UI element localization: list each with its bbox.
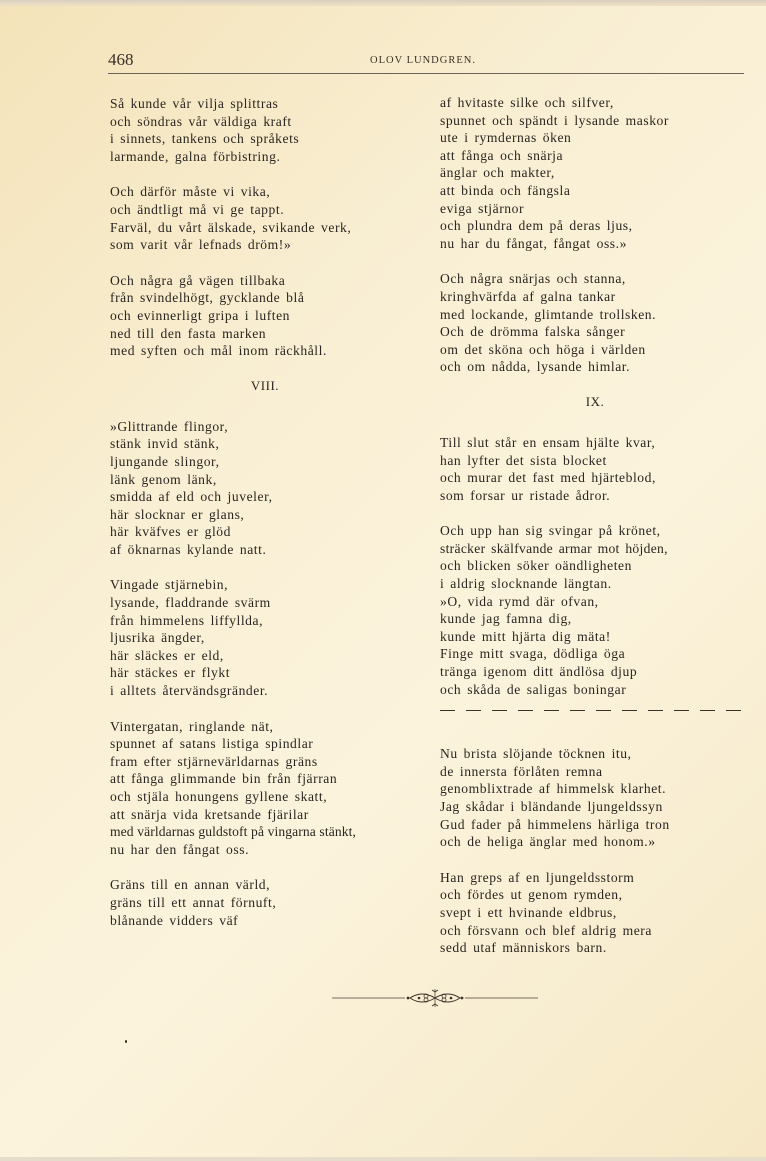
verse-line: och blicken söker oändligheten (440, 558, 632, 574)
verse-line: och skåda de saligas boningar (440, 681, 627, 697)
stanza (440, 869, 750, 957)
verse-line: om det sköna och höga i världen (440, 341, 646, 357)
verse-line: svept i ett hvinande eldbrus, (440, 904, 617, 920)
verse-line: och försvann och blef aldrig mera (440, 922, 652, 938)
verse-line: att binda och fängsla (440, 182, 571, 198)
verse-line: Och några gå vägen tillbaka (110, 272, 286, 288)
stanza (440, 270, 750, 376)
verse-line: spunnet af satans listiga spindlar (110, 736, 314, 752)
right-column (440, 94, 750, 975)
verse-line: och fördes ut genom rymden, (440, 887, 623, 903)
verse-line: Farväl, du vårt älskade, svikande verk, (110, 219, 352, 235)
section-heading-ix: IX. (585, 393, 605, 409)
running-head: OLOV LUNDGREN. (370, 55, 476, 66)
verse-line: blånande vidders väf (110, 912, 239, 928)
stanza (440, 522, 750, 698)
verse-line: spunnet och spändt i lysande maskor (440, 112, 669, 128)
verse-line: och de heliga änglar med honom.» (440, 834, 656, 850)
verse-line: Och de drömma falska sånger (440, 324, 626, 340)
verse-line: i alltets återvändsgränder. (110, 683, 269, 699)
verse-line: af hvitaste silke och silfver, (440, 95, 614, 110)
verse-line: länk genom länk, (110, 471, 217, 487)
verse-line: af öknarnas kylande natt. (110, 541, 267, 557)
verse-line: Så kunde vår vilja splittras (110, 96, 279, 111)
verse-line: Jag skådar i bländande ljungeldssyn (440, 799, 663, 814)
verse-line: han lyfter det sista blocket (440, 452, 607, 468)
verse-line: Vingade stjärnebin, (110, 577, 229, 593)
verse-line: genomblixtrade af himmelsk klarhet. (440, 781, 667, 797)
verse-line: och stjäla honungens gyllene skatt, (110, 789, 328, 804)
stanza (110, 718, 420, 859)
verse-line: och evinnerligt gripa i luften (110, 307, 291, 323)
stanza (440, 434, 750, 504)
verse-line: ute i rymdernas öken (440, 130, 572, 146)
verse-line: ljusrika ängder, (110, 630, 205, 646)
verse-line: gräns till ett annat förnuft, (110, 894, 277, 910)
verse-line: som forsar ur ristade ådror. (440, 487, 611, 503)
verse-line: änglar och makter, (440, 165, 555, 181)
stanza (110, 876, 420, 929)
verse-line: fram efter stjärnevärldarnas gräns (110, 753, 318, 769)
verse-line: kunde jag famna dig, (440, 611, 572, 627)
verse-line: här kväfves er glöd (110, 524, 232, 540)
stanza (110, 183, 420, 253)
page-header (108, 50, 744, 74)
verse-line: Och därför måste vi vika, (110, 184, 271, 200)
verse-line: här stäckes er flykt (110, 665, 231, 681)
verse-line: att fånga glimmande bin från fjärran (110, 771, 338, 787)
verse-line: och söndras vår väldiga kraft (110, 113, 292, 129)
verse-line: och murar det fast med hjärteblod, (440, 470, 656, 486)
verse-line: här slocknar er glans, (110, 506, 245, 522)
verse-line: kunde mitt hjärta dig mäta! (440, 628, 611, 644)
verse-line: med världarnas guldstoft på vingarna stänkt, (110, 824, 357, 840)
ink-speck (125, 1040, 127, 1043)
verse-line: kringhvärfda af galna tankar (440, 288, 616, 304)
page-bottom-edge (0, 1157, 766, 1161)
verse-line: och om nådda, lysande himlar. (440, 359, 631, 375)
verse-line: Och upp han sig svingar på krönet, (440, 523, 661, 539)
verse-line: smidda af eld och juveler, (110, 489, 273, 505)
verse-line: Han greps af en ljungeldsstorm (440, 869, 635, 885)
verse-line: »Glittrande flingor, (110, 418, 229, 434)
verse-line: stänk invid stänk, (110, 436, 220, 452)
dashed-break-rule (440, 710, 746, 711)
verse-line: med lockande, glimtande trollsken. (440, 306, 657, 322)
verse-line: tränga igenom ditt ändlösa djup (440, 664, 638, 680)
verse-line: som varit vår lefnads dröm!» (110, 237, 292, 253)
page-top-edge (0, 0, 766, 6)
verse-line: ljungande slingor, (110, 453, 220, 469)
end-ornament-icon (330, 988, 540, 1008)
page-number: 468 (108, 50, 134, 69)
verse-line: med syften och mål inom räckhåll. (110, 343, 327, 359)
verse-line: eviga stjärnor (440, 200, 525, 216)
verse-line: nu har du fångat, fångat oss.» (440, 235, 627, 251)
stanza (110, 272, 420, 360)
verse-line: de innersta förlåten remna (440, 763, 603, 779)
verse-line: larmande, galna förbistring. (110, 148, 281, 164)
verse-line: nu har den fångat oss. (110, 841, 250, 857)
stanza (440, 94, 750, 252)
verse-line: sedd utaf människors barn. (440, 940, 607, 956)
verse-line: från himmelens liffyllda, (110, 612, 264, 628)
verse-line: och ändtligt må vi ge tappt. (110, 201, 285, 217)
verse-line: ned till den fasta marken (110, 325, 267, 341)
verse-line: från svindelhögt, gycklande blå (110, 290, 305, 306)
left-column (110, 95, 420, 947)
stanza (440, 745, 750, 851)
section-heading-viii: VIII. (250, 377, 280, 393)
verse-line: Gräns till en annan värld, (110, 877, 271, 893)
verse-line: lysande, fladdrande svärm (110, 595, 271, 611)
verse-line: Och några snärjas och stanna, (440, 271, 626, 287)
stanza (110, 418, 420, 559)
verse-line: Finge mitt svaga, dödliga öga (440, 646, 626, 662)
verse-line: och plundra dem på deras ljus, (440, 218, 633, 234)
verse-line: Till slut står en ensam hjälte kvar, (440, 434, 656, 450)
verse-line: Gud fader på himmelens härliga tron (440, 816, 670, 832)
verse-line: Nu brista slöjande töcknen itu, (440, 746, 632, 762)
verse-line: i sinnets, tankens och språkets (110, 131, 300, 147)
verse-line: att fånga och snärja (440, 147, 564, 163)
stanza (110, 576, 420, 699)
verse-line: att snärja vida kretsande fjärilar (110, 806, 309, 822)
verse-line: i aldrig slocknande längtan. (440, 576, 612, 592)
verse-line: »O, vida rymd där ofvan, (440, 593, 599, 609)
verse-line: Vintergatan, ringlande nät, (110, 718, 274, 734)
stanza (110, 95, 420, 165)
verse-line: här släckes er eld, (110, 647, 224, 663)
verse-line: sträcker skälfvande armar mot höjden, (440, 540, 668, 556)
header-rule (108, 73, 744, 74)
